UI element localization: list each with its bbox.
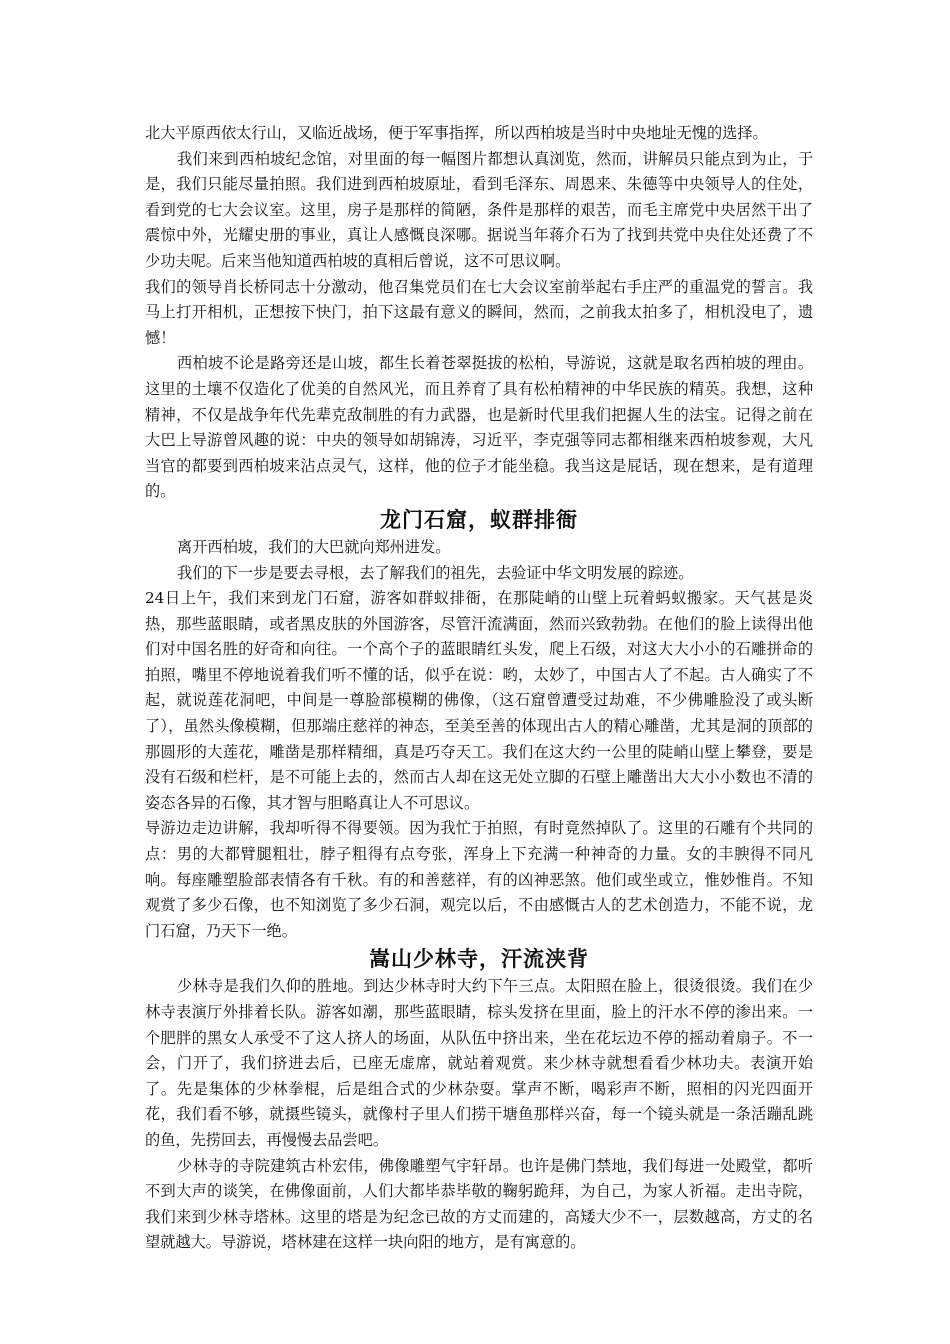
paragraph-longmen-visit: 24日上午，我们来到龙门石窟，游客如群蚁排衙，在那陡峭的山壁上玩着蚂蚁搬家。天气甚是炎热，那些蓝眼睛，或者黑皮肤的外国游客，尽管汗流满面，然而兴致勃勃。在他们的脸上读得出他们对中国名胜的好奇和向往。一个高个子的蓝眼睛红头发，爬上石级，对这大大小小的石雕拼命的拍照，嘴里不停地说着我们听不懂的话，似乎在说：哟，太妙了，中国古人了不起。古人确实了不起，就说莲花洞吧，中间是一尊脸部模糊的佛像，（这石窟曾遭受过劫难，不少佛雕脸没了或头断了），虽然头像模糊，但那端庄慈祥的神态，至美至善的体现出古人的精心雕凿，尤其是洞的顶部的那圆形的大莲花，雕凿是那样精细，真是巧夺天工。我们在这大约一公里的陡峭山壁上攀登，要是没有石级和栏杆，是不可能上去的，然而古人却在这无处立脚的石壁上雕凿出大大小小数也不清的姿态各异的石像，其才智与胆略真让人不可思议。 xyxy=(145,589,813,812)
paragraph-pine-spirit: 西柏坡不论是路旁还是山坡，都生长着苍翠挺拔的松柏，导游说，这就是取名西柏坡的理由。这里的土壤不仅造化了优美的自然风光，而且养育了具有松柏精神的中华民族的精英。我想，这种精神，不仅是战争年代先辈克敌制胜的有力武器，也是新时代里我们把握人生的法宝。记得之前在大巴上导游曾风趣的说：中央的领导如胡锦涛，习近平，李克强等同志都相继来西柏坡参观，大凡当官的都要到西柏坡来沾点灵气，这样，他的位子才能坐稳。我当这是屁话，现在想来，是有道理的。 xyxy=(145,354,813,501)
paragraph-xibaipo-memorial: 我们来到西柏坡纪念馆，对里面的每一幅图片都想认真浏览，然而，讲解员只能点到为止，于是，我们只能尽量拍照。我们进到西柏坡原址，看到毛泽东、周恩来、朱德等中央领导人的住处，看到党的七大会议室。这里，房子是那样的简陋，条件是那样的艰苦，而毛主席党中央居然干出了震惊中外，光耀史册的事业，真让人感慨良深哪。据说当年蒋介石为了找到共党中央住处还费了不少功夫呢。后来当他知道西柏坡的真相后曾说，这不可思议啊。 xyxy=(145,149,813,270)
paragraph-longmen-statues: 导游边走边讲解，我却听得不得要领。因为我忙于拍照，有时竟然掉队了。这里的石雕有个共同的点：男的大都臂腿粗壮，脖子粗得有点夸张，浑身上下充满一种神奇的力量。女的丰腴得不同凡响。每座雕塑脸部表情各有千秋。有的和善慈祥，有的凶神恶煞。他们或坐或立，惟妙惟肖。不知观赏了多少石像，也不知浏览了多少石洞，观完以后，不由感慨古人的艺术创造力，不能不说，龙门石窟，乃天下一绝。 xyxy=(145,819,813,940)
paragraph-xibaipo-location: 北大平原西依太行山，又临近战场，便于军事指挥，所以西柏坡是当时中央地址无愧的选择。 xyxy=(145,124,768,142)
paragraph-shaolin-temple: 少林寺的寺院建筑古朴宏伟，佛像雕塑气宇轩昂。也许是佛门禁地，我们每进一处殿堂，都听不到大声的谈笑，在佛像面前，人们大都毕恭毕敬的鞠躬跪拜，为自己，为家人祈福。走出寺院，我们来到少林寺塔林。这里的塔是为纪念已故的方丈而建的，高矮大少不一，层数越高，方丈的名望就越大。导游说，塔林建在这样一块向阳的地方，是有寓意的。 xyxy=(145,1156,813,1252)
paragraph-leave-xibaipo: 离开西柏坡，我们的大巴就向郑州进发。 xyxy=(177,537,451,556)
paragraph-party-oath: 我们的领导肖长桥同志十分激动，他召集党员们在七大会议室前举起右手庄严的重温党的誓言。我马上打开相机，正想按下快门，拍下这最有意义的瞬间，然而，之前我太拍多了，相机没电了，遗憾！ xyxy=(145,277,813,347)
paragraph-shaolin-show: 少林寺是我们久仰的胜地。到达少林寺时大约下午三点。太阳照在脸上，很烫很烫。我们在少林寺表演厅外排着长队。游客如潮，那些蓝眼睛，棕头发挤在里面，脸上的汗水不停的渗出来。一个肥胖的黑女人承受不了这人挤人的场面，从队伍中挤出来，坐在花坛边不停的摇动着扇子。不一会，门开了，我们挤进去后，已座无虚席，就站着观赏。来少林寺就想看看少林功夫。表演开始了。先是集体的少林拳棍，后是组合式的少林杂耍。掌声不断，喝彩声不断，照相的闪光四面开花，我们看不够，就摄些镜头，就像村子里人们捞干塘鱼那样兴奋，每一个镜头就是一条活蹦乱跳的鱼，先捞回去，再慢慢去品尝吧。 xyxy=(145,977,813,1149)
document-page xyxy=(145,121,813,1256)
paragraph-seek-roots: 我们的下一步是要去寻根，去了解我们的祖先，去验证中华文明发展的踪迹。 xyxy=(177,563,694,582)
section-heading-longmen: 龙门石窟，蚁群排衙 xyxy=(380,507,578,532)
section-heading-shaolin: 嵩山少林寺，汗流浃背 xyxy=(369,947,589,972)
